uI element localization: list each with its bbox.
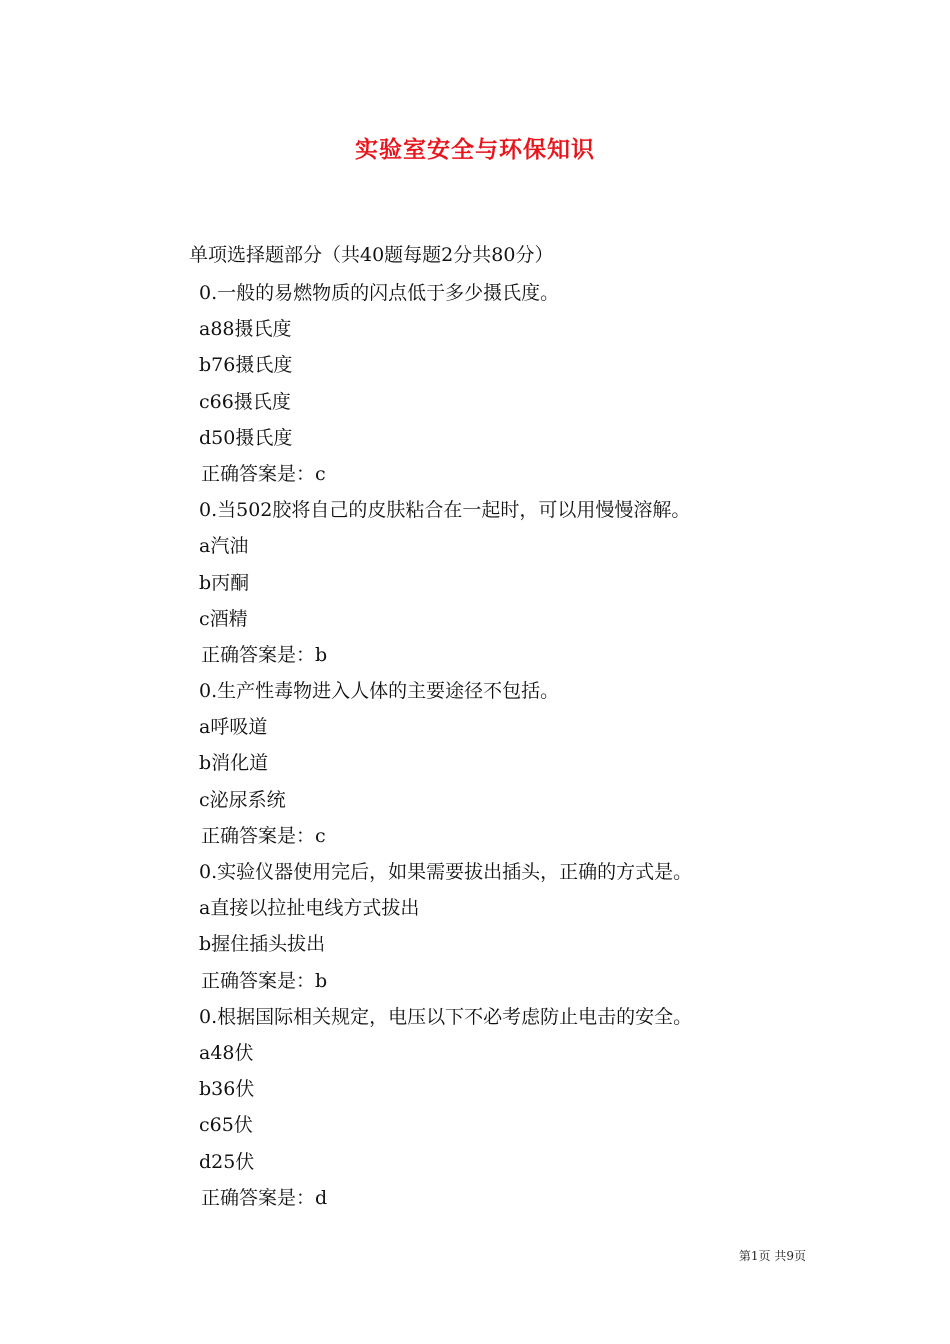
option-b: b36伏 xyxy=(199,1078,255,1101)
footer-total-pages: 9 xyxy=(786,1249,794,1263)
footer-suffix: 页 xyxy=(793,1249,806,1263)
option-b: b丙酮 xyxy=(199,571,250,594)
footer-prefix: 第 xyxy=(738,1249,751,1263)
option-c: c66摄氏度 xyxy=(199,390,291,413)
question-text: 0.当502胶将自己的皮肤粘合在一起时，可以用慢慢溶解。 xyxy=(199,499,691,522)
page-footer xyxy=(0,1246,806,1266)
section-heading: 单项选择题部分（共40题每题2分共80分） xyxy=(189,244,554,266)
option-a: a直接以拉扯电线方式拔出 xyxy=(199,897,420,920)
question-text: 0.实验仪器使用完后，如果需要拔出插头，正确的方式是。 xyxy=(199,861,693,883)
correct-answer: 正确答案是：d xyxy=(201,1186,328,1209)
option-a: a呼吸道 xyxy=(199,716,268,739)
correct-answer: 正确答案是：c xyxy=(201,462,326,485)
question-text: 0.一般的易燃物质的闪点低于多少摄氏度。 xyxy=(199,282,560,304)
correct-answer: 正确答案是：b xyxy=(201,969,328,992)
footer-current-page: 1 xyxy=(750,1249,759,1263)
option-c: c65伏 xyxy=(199,1114,253,1137)
correct-answer: 正确答案是：b xyxy=(201,643,328,666)
document-title: 实验室安全与环保知识 xyxy=(355,136,595,163)
option-b: b消化道 xyxy=(199,752,269,775)
option-a: a汽油 xyxy=(199,535,249,558)
option-a: a48伏 xyxy=(199,1041,254,1064)
option-d: d50摄氏度 xyxy=(199,426,293,449)
footer-middle: 页 共 xyxy=(758,1249,787,1263)
question-text: 0.根据国际相关规定，电压以下不必考虑防止电击的安全。 xyxy=(199,1005,693,1028)
question-text: 0.生产性毒物进入人体的主要途径不包括。 xyxy=(199,680,560,703)
question-list xyxy=(199,275,839,1216)
option-a: a88摄氏度 xyxy=(199,318,292,341)
option-d: d25伏 xyxy=(199,1150,255,1173)
option-b: b握住插头拔出 xyxy=(199,933,326,956)
option-c: c泌尿系统 xyxy=(199,788,286,811)
option-c: c酒精 xyxy=(199,607,248,630)
correct-answer: 正确答案是：c xyxy=(201,824,326,847)
option-b: b76摄氏度 xyxy=(199,354,293,377)
